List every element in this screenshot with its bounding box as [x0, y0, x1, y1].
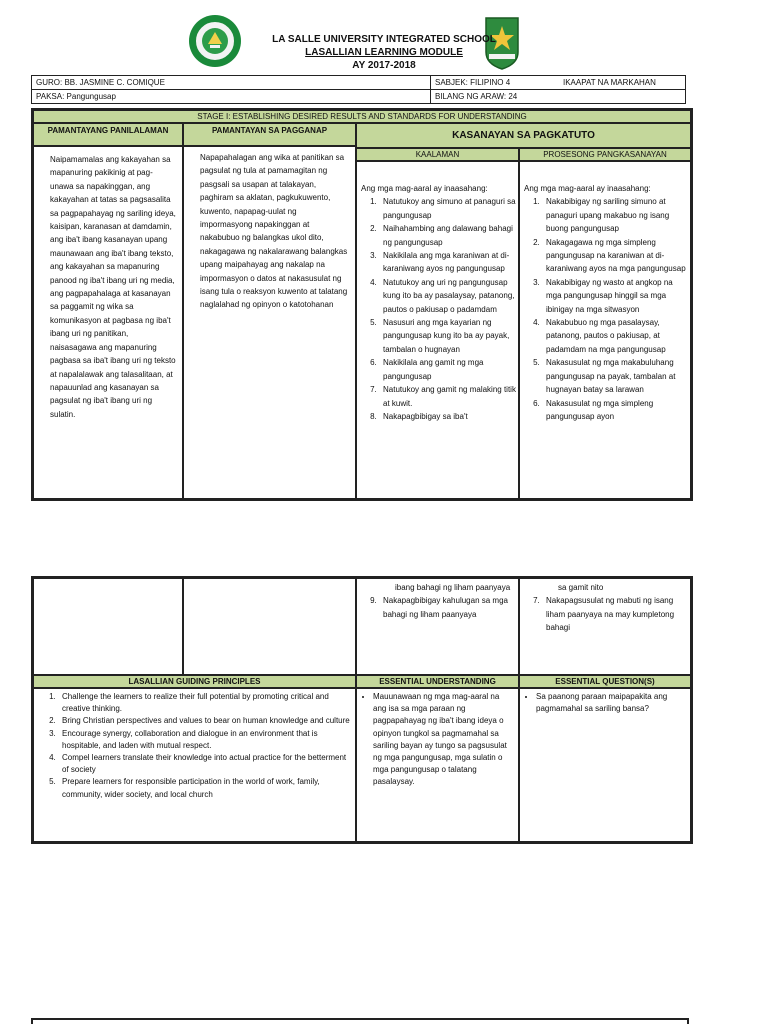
- cont-pagganap-cell: [183, 578, 356, 675]
- kaalaman-item: 4. Natutukoy ang uri ng pangungusap kung ito ba ay pasalaysay, patanong, pautos o pakiusap o padamdam: [379, 276, 516, 316]
- guiding-principles-list: [36, 691, 351, 801]
- essential-question-list: [522, 691, 686, 715]
- topic-cell: PAKSA: Pangungusap: [32, 90, 431, 104]
- module-title: LASALLIAN LEARNING MODULE: [305, 47, 463, 58]
- col-prosesong-header: PROSESONG PANGKASANAYAN: [519, 148, 691, 161]
- col-kaalaman-header: KAALAMAN: [356, 148, 519, 161]
- panilalaman-text: Naipamamalas ang kakayahan sa mapanuring pakikinig at pag-unawa sa napakinggan, ang kakayahan at tatas sa pagsasalita sa pagpapahayag ng sariling ideya, kaisipan, karanasan at damdamin, ang iba't ibang kasanayan upang maunawaan ang iba't ibang teksto, ang kakayahan sa mapanuring panood ng iba't ibang uri ng media, ang pagpapahalaga at kasanayan sa paggamit ng wika sa komunikasyon at pagbasa ng iba't ibang uri ng panitikan, naisasagawa ang mapanuring pagbasa sa iba't ibang uri ng teksto at napalalawak ang talasalitaan, at napauunlad ang kasanayan sa pagsulat ng iba't ibang uri ng sulatin.: [50, 155, 176, 419]
- kaalaman-item: 3. Nakikilala ang mga karaniwan at di-karaniwang ayos ng pangungusap: [379, 249, 516, 276]
- cont-prosesong-text: sa gamit nito: [558, 583, 604, 592]
- cont-prosesong-list: [524, 594, 688, 634]
- standards-table: [31, 108, 693, 501]
- continued-table: [31, 576, 693, 844]
- kaalaman-item: 9. Nakapagbibigay kahulugan sa mga bahagi ng liham paanyaya: [379, 594, 516, 621]
- guiding-principle-item: 4. Compel learners translate their knowledge into actual practice for the betterment of society: [58, 752, 351, 776]
- cont-kaalaman-list: [361, 594, 516, 621]
- teacher-cell: GURO: BB. JASMINE C. COMIQUE: [32, 76, 431, 90]
- subject-cell: SABJEK: FILIPINO 4: [431, 76, 560, 90]
- prosesong-item: 2. Nakagagawa ng mga simpleng pangungusap na karaniwan at di-karaniwang ayos na mga pangungusap: [542, 236, 688, 276]
- prosesong-item: 4. Nakabubuo ng mga pasalaysay, patanong, pautos o pakiusap, at padamdam na mga pangungusap: [542, 316, 688, 356]
- panilalaman-cell: [33, 146, 183, 499]
- essential-understanding-cell: [356, 688, 519, 842]
- essential-understanding-text: • Mauunawaan ng mga mag-aaral na ang isa sa mga paraan ng pagpapahayag ng iba't ibang ideya o opinyon tungkol sa pagmamahal sa sariling bayan ay tungo sa pagsusulat ng mga pangungusap, mga sulatin o mga pangungusap o talatang pasalaysay.: [373, 691, 514, 789]
- kaalaman-item: 2. Naihahambing ang dalawang bahagi ng pangungusap: [379, 222, 516, 249]
- prosesong-item: 5. Nakasusulat ng mga makabuluhang pangungusap na payak, tambalan at hugnayan batay sa larawan: [542, 356, 688, 396]
- cont-kaalaman-cell: [356, 578, 519, 675]
- days-cell: BILANG NG ARAW: 24: [431, 90, 686, 104]
- kaalaman-item: 6. Nakikilala ang gamit ng mga pangungusap: [379, 356, 516, 383]
- cont-prosesong-cell: [519, 578, 691, 675]
- cont-kaalaman-text: ibang bahagi ng liham paanyaya: [395, 583, 511, 592]
- col-kasanayan-header: KASANAYAN SA PAGKATUTO: [356, 123, 691, 148]
- essential-understanding-header: ESSENTIAL UNDERSTANDING: [356, 675, 519, 688]
- quarter-cell: IKAAPAT NA MARKAHAN: [559, 76, 686, 90]
- kaalaman-cell: [356, 161, 519, 499]
- col-pagganap-header: PAMANTAYAN SA PAGGANAP: [183, 123, 356, 146]
- prosesong-cell: [519, 161, 691, 499]
- guiding-principle-item: 3. Encourage synergy, collaboration and dialogue in an environment that is hospitable, and laden with mutual respect.: [58, 728, 351, 752]
- guiding-principle-item: 5. Prepare learners for responsible participation in the world of work, family, community, wider society, and local church: [58, 776, 351, 800]
- pagganap-text: Napapahalagan ang wika at panitikan sa pagsulat ng tula at pamamagitan ng pasgsali sa usapan at talakayan, paghiram sa aklatan, pagkukuwento, kuwento, napapag-uulat ng impormasyong napakinggan at nakabubuo ng balangkas ukol dito, nakagagawa ng nakalarawang balangkas upang maipahayag ang nakalap na impormasyon o datos at nakasusulat ng isang tula o reaksyon kuwento at talatang naglalahad ng opinyon o katotohanan: [200, 153, 348, 310]
- kaalaman-intro: Ang mga mag-aaral ay inaasahang:: [361, 184, 488, 193]
- guiding-principle-item: 2. Bring Christian perspectives and values to bear on human knowledge and culture: [58, 715, 351, 727]
- essential-question-text: • Sa paanong paraan maipapakita ang pagmamahal sa sariling bansa?: [536, 691, 686, 715]
- kaalaman-item: 7. Natutukoy ang gamit ng malaking titik at kuwit.: [379, 383, 516, 410]
- kaalaman-item: 1. Natutukoy ang simuno at panaguri sa pangungusap: [379, 195, 516, 222]
- essential-question-cell: [519, 688, 691, 842]
- kaalaman-item: 5. Nasusuri ang mga kayarian ng pangungusap kung ito ba ay payak, tambalan o hugnayan: [379, 316, 516, 356]
- guiding-principles-header: LASALLIAN GUIDING PRINCIPLES: [33, 675, 356, 688]
- info-table: [31, 75, 686, 104]
- stage-header: STAGE I: ESTABLISHING DESIRED RESULTS AND STANDARDS FOR UNDERSTANDING: [33, 110, 691, 123]
- academic-year: AY 2017-2018: [352, 60, 416, 71]
- prosesong-item: 7. Nakapagsusulat ng mabuti ng isang liham paanyaya na may kumpletong bahagi: [542, 594, 688, 634]
- kaalaman-item: 8. Nakapagbibigay sa iba't: [379, 410, 516, 423]
- guiding-principle-item: 1. Challenge the learners to realize their full potential by promoting critical and creative thinking.: [58, 691, 351, 715]
- prosesong-item: 1. Nakabibigay ng sariling simuno at panaguri upang makabuo ng isang buong pangungusap: [542, 195, 688, 235]
- essential-question-header: ESSENTIAL QUESTION(S): [519, 675, 691, 688]
- essential-understanding-list: [359, 691, 514, 789]
- prosesong-intro: Ang mga mag-aaral ay inaasahang:: [524, 184, 651, 193]
- school-name: LA SALLE UNIVERSITY INTEGRATED SCHOOL: [272, 34, 496, 45]
- pagganap-cell: [183, 146, 356, 499]
- guiding-principles-cell: [33, 688, 356, 842]
- col-panilalaman-header: PAMANTAYANG PANILALAMAN: [33, 123, 183, 146]
- prosesong-item: 3. Nakabibigay ng wasto at angkop na mga pangungusap hinggil sa mga ibinigay na mga sitwasyon: [542, 276, 688, 316]
- cont-panilalaman-cell: [33, 578, 183, 675]
- next-table-edge: [31, 1018, 689, 1024]
- prosesong-item: 6. Nakasusulat ng mga simpleng pangungusap ayon: [542, 397, 688, 424]
- prosesong-list: [524, 195, 688, 423]
- kaalaman-list: [361, 195, 516, 423]
